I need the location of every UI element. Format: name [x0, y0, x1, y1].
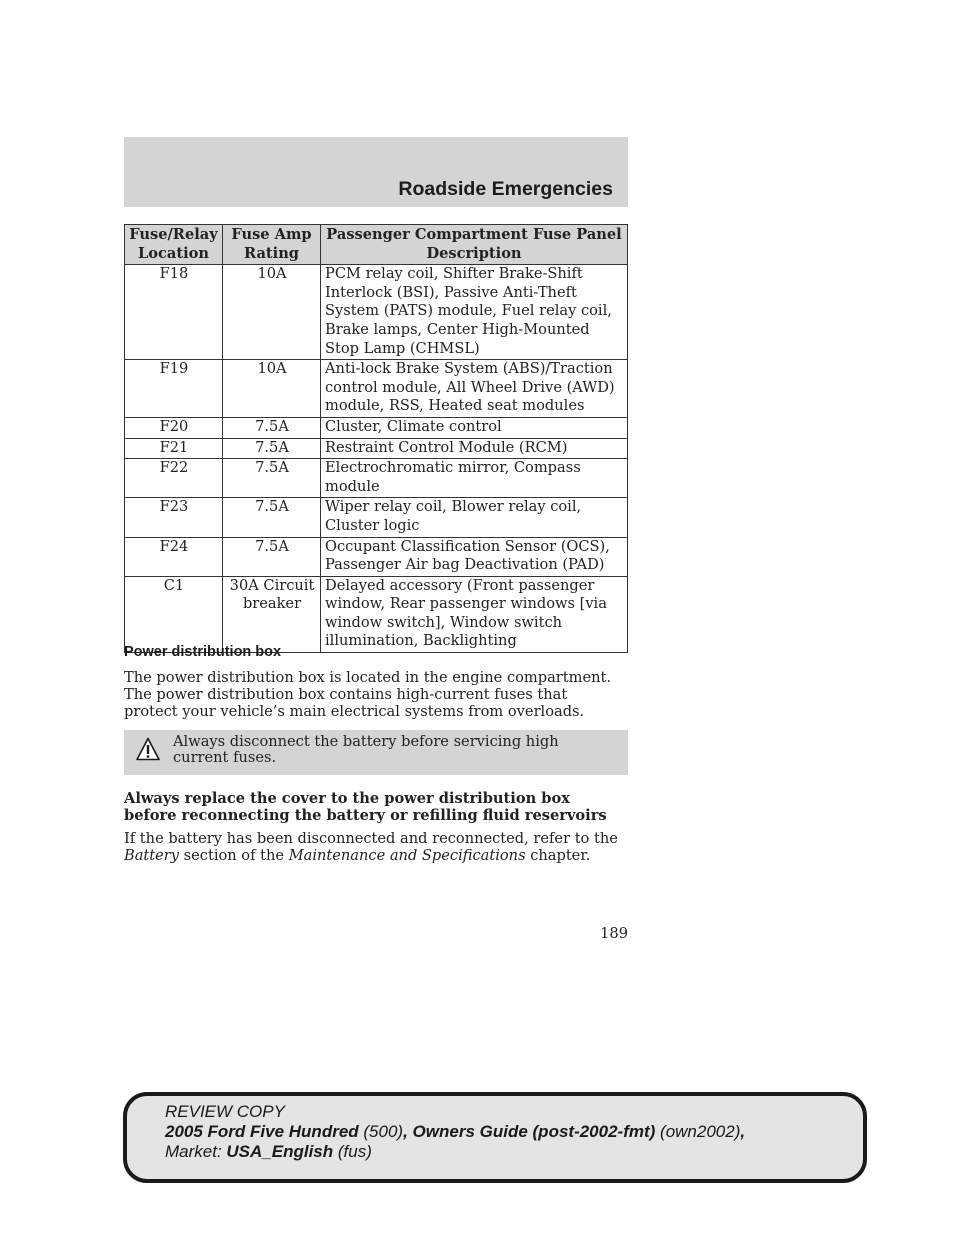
- fuse-rating: 7.5A: [223, 459, 321, 498]
- table-row: [125, 417, 628, 438]
- fuse-location: F22: [125, 459, 223, 498]
- fuse-rating: 10A: [223, 360, 321, 418]
- fuse-location: F21: [125, 438, 223, 459]
- guide-name: Owners Guide (post-2002-fmt): [412, 1122, 656, 1141]
- fuse-rating: 7.5A: [223, 417, 321, 438]
- fuse-location: F19: [125, 360, 223, 418]
- chapter-ref: Maintenance and Specifications: [288, 847, 526, 864]
- warning-text: Always disconnect the battery before servicing high current fuses.: [173, 733, 559, 766]
- column-header-description: Passenger Compartment Fuse Panel Description: [321, 225, 628, 265]
- market-name: USA_English: [226, 1142, 334, 1161]
- page-number: 189: [600, 925, 628, 942]
- table-row: [125, 576, 628, 652]
- cover-note: Always replace the cover to the power distribution box before reconnecting the battery or refilling fluid reservoirs: [124, 790, 607, 824]
- fuse-rating: 7.5A: [223, 438, 321, 459]
- fuse-description: Restraint Control Module (RCM): [321, 438, 628, 459]
- review-copy-label: REVIEW COPY: [165, 1102, 285, 1121]
- table-row: [125, 459, 628, 498]
- fuse-location: F24: [125, 537, 223, 576]
- section-header-band: [124, 137, 628, 207]
- table-row: [125, 438, 628, 459]
- battery-section-ref: Battery: [124, 847, 180, 864]
- table-row: [125, 360, 628, 418]
- fuse-description: PCM relay coil, Shifter Brake-Shift Interlock (BSI), Passive Anti-Theft System (PATS) module, Fuel relay coil, Brake lamps, Center High-Mounted Stop Lamp (CHMSL): [321, 265, 628, 360]
- intro-paragraph: The power distribution box is located in the engine compartment. The power distribution box contains high-current fuses that protect your vehicle’s main electrical systems from overloads.: [124, 669, 612, 720]
- reference-text-middle: section of the: [179, 847, 289, 864]
- fuse-description: Wiper relay coil, Blower relay coil, Cluster logic: [321, 498, 628, 537]
- review-copy-text: [165, 1102, 745, 1162]
- reference-paragraph: [124, 830, 624, 864]
- table-row: [125, 498, 628, 537]
- table-row: [125, 537, 628, 576]
- subsection-heading: Power distribution box: [124, 644, 282, 660]
- fuse-description: Occupant Classification Sensor (OCS), Passenger Air bag Deactivation (PAD): [321, 537, 628, 576]
- reference-text-start: If the battery has been disconnected and reconnected, refer to the: [124, 830, 618, 847]
- fuse-rating: 7.5A: [223, 498, 321, 537]
- warning-callout: [124, 730, 628, 775]
- separator: ,: [403, 1122, 413, 1141]
- fuse-location: F18: [125, 265, 223, 360]
- warning-triangle-icon: [136, 737, 160, 761]
- table-header-row: [125, 225, 628, 265]
- vehicle-model: 2005 Ford Five Hundred: [165, 1122, 359, 1141]
- column-header-rating: Fuse Amp Rating: [223, 225, 321, 265]
- model-code: (500): [358, 1122, 404, 1141]
- fuse-description: Delayed accessory (Front passenger window, Rear passenger windows [via window switch], Window switch illumination, Backlighting: [321, 576, 628, 652]
- reference-text-end: chapter.: [525, 847, 591, 864]
- market-code: (fus): [333, 1142, 372, 1161]
- fuse-table: [124, 224, 628, 653]
- market-label: Market:: [165, 1142, 227, 1161]
- table-row: [125, 265, 628, 360]
- fuse-location: F20: [125, 417, 223, 438]
- fuse-rating: 30A Circuit breaker: [223, 576, 321, 652]
- section-title: Roadside Emergencies: [398, 178, 613, 200]
- fuse-description: Anti-lock Brake System (ABS)/Traction control module, All Wheel Drive (AWD) module, RSS, Heated seat modules: [321, 360, 628, 418]
- separator: ,: [740, 1122, 746, 1141]
- fuse-rating: 7.5A: [223, 537, 321, 576]
- fuse-location: C1: [125, 576, 223, 652]
- guide-code: (own2002): [655, 1122, 741, 1141]
- column-header-location: Fuse/Relay Location: [125, 225, 223, 265]
- fuse-rating: 10A: [223, 265, 321, 360]
- fuse-location: F23: [125, 498, 223, 537]
- fuse-description: Electrochromatic mirror, Compass module: [321, 459, 628, 498]
- review-copy-footer: [123, 1092, 867, 1183]
- fuse-description: Cluster, Climate control: [321, 417, 628, 438]
